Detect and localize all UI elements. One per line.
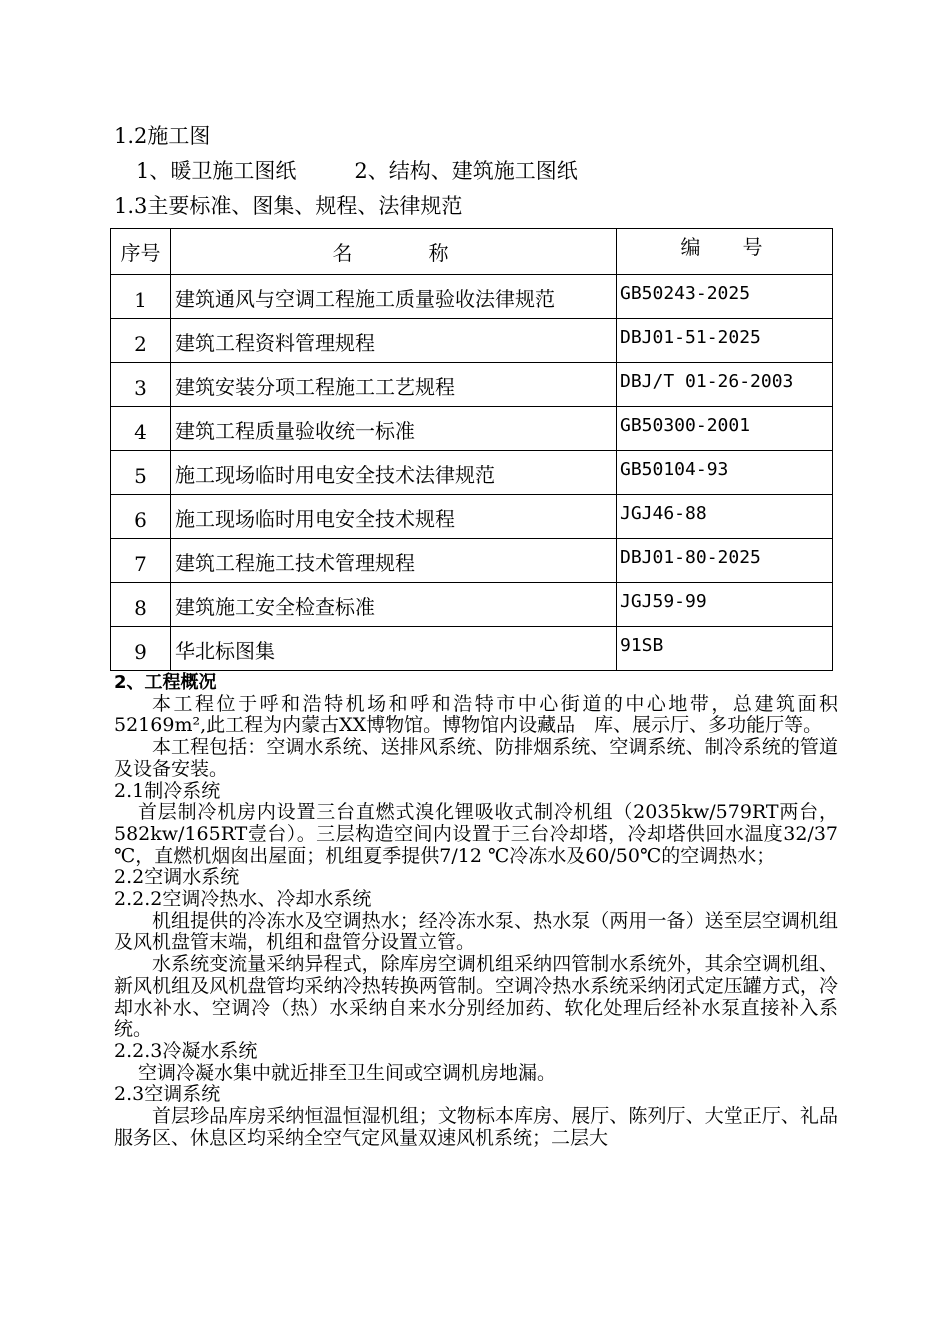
row-name: 建筑施工安全检查标准	[171, 583, 617, 627]
section-2-1-paragraph-1: 首层制冷机房内设置三台直燃式溴化锂吸收式制冷机组（2035kw/579RT两台， 582kw/165RT壹台）。三层构造空间内设置于三台冷却塔，冷却塔供回水温度32/37 ℃，直燃机烟囱出屋面；机组夏季提供7/12 ℃冷冻水及60/50℃的空调热水；	[114, 801, 838, 867]
table-header-row	[111, 229, 833, 275]
section-2-title: 2、工程概况	[114, 672, 217, 693]
row-name: 建筑工程质量验收统一标准	[171, 407, 617, 451]
body-text	[114, 672, 838, 1149]
section-2-2-2-paragraph-2: 水系统变流量采纳异程式，除库房空调机组采纳四管制水系统外，其余空调机组、新风机组及风机盘管均采纳冷热转换两管制。空调冷热水系统采纳闭式定压罐方式，冷却水补水、空调冷（热）水采纳自来水分别经加药、软化处理后经补水泵直接补入系统。	[114, 953, 838, 1041]
row-no: 7	[111, 539, 171, 583]
table-row	[111, 583, 833, 627]
table-row	[111, 539, 833, 583]
section-2-2-3-paragraph-1: 空调冷凝水集中就近排至卫生间或空调机房地漏。	[138, 1061, 557, 1084]
row-name: 建筑安装分项工程施工工艺规程	[171, 363, 617, 407]
table-row	[111, 275, 833, 319]
row-code: JGJ46-88	[617, 495, 833, 539]
row-no: 9	[111, 627, 171, 671]
section-2-2-2-title: 2.2.2空调冷热水、冷却水系统	[114, 888, 372, 911]
row-name: 施工现场临时用电安全技术法律规范	[171, 451, 617, 495]
header-code: 编号	[617, 229, 833, 275]
section-1-3-title: 1.3主要标准、图集、规程、法律规范	[114, 194, 463, 218]
table-row	[111, 407, 833, 451]
row-code: 91SB	[617, 627, 833, 671]
row-code: GB50104-93	[617, 451, 833, 495]
header-no: 序号	[111, 229, 171, 275]
section-2-2-3-title: 2.2.3冷凝水系统	[114, 1039, 258, 1062]
table-row	[111, 363, 833, 407]
row-code: GB50300-2001	[617, 407, 833, 451]
header-name: 名称	[171, 229, 617, 275]
table-row	[111, 627, 833, 671]
standards-table	[110, 228, 833, 671]
row-no: 6	[111, 495, 171, 539]
row-no: 4	[111, 407, 171, 451]
section-2-paragraph-2: 本工程包括：空调水系统、送排风系统、防排烟系统、空调系统、制冷系统的管道及设备安装。	[114, 736, 838, 780]
section-2-1-title: 2.1制冷系统	[114, 779, 221, 802]
row-code: JGJ59-99	[617, 583, 833, 627]
drawings-list	[136, 158, 578, 184]
drawing-item-1: 1、暖卫施工图纸	[136, 159, 297, 183]
table-row	[111, 495, 833, 539]
row-name: 建筑工程资料管理规程	[171, 319, 617, 363]
table-row	[111, 319, 833, 363]
row-code: DBJ01-51-2025	[617, 319, 833, 363]
section-2-3-paragraph-1: 首层珍品库房采纳恒温恒湿机组；文物标本库房、展厅、陈列厅、大堂正厅、礼品服务区、休息区均采纳全空气定风量双速风机系统；二层大	[114, 1105, 838, 1149]
row-code: DBJ/T 01-26-2003	[617, 363, 833, 407]
row-no: 1	[111, 275, 171, 319]
row-name: 华北标图集	[171, 627, 617, 671]
section-2-2-title: 2.2空调水系统	[114, 866, 240, 889]
table-row	[111, 451, 833, 495]
drawing-item-2: 2、结构、建筑施工图纸	[354, 159, 578, 183]
section-2-paragraph-1: 本工程位于呼和浩特机场和呼和浩特市中心街道的中心地带，总建筑面积52169m²,此工程为内蒙古XX博物馆。博物馆内设藏品 库、展示厅、多功能厅等。	[114, 692, 838, 737]
section-2-3-title: 2.3空调系统	[114, 1083, 221, 1106]
row-name: 建筑通风与空调工程施工质量验收法律规范	[171, 275, 617, 319]
row-name: 施工现场临时用电安全技术规程	[171, 495, 617, 539]
section-2-2-2-paragraph-1: 机组提供的冷冻水及空调热水；经冷冻水泵、热水泵（两用一备）送至层空调机组及风机盘管末端，机组和盘管分设置立管。	[114, 909, 838, 954]
row-code: DBJ01-80-2025	[617, 539, 833, 583]
row-no: 3	[111, 363, 171, 407]
row-no: 5	[111, 451, 171, 495]
section-1-2-title: 1.2施工图	[114, 124, 211, 148]
row-no: 8	[111, 583, 171, 627]
row-name: 建筑工程施工技术管理规程	[171, 539, 617, 583]
row-code: GB50243-2025	[617, 275, 833, 319]
row-no: 2	[111, 319, 171, 363]
